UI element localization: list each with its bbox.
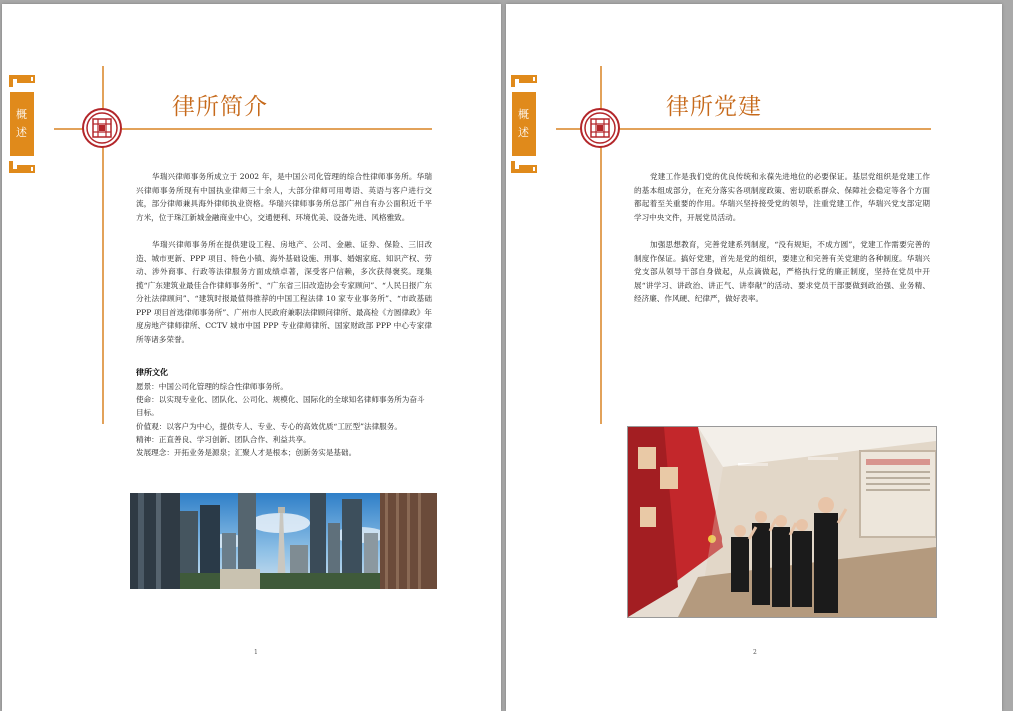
page-title: 律所简介 xyxy=(172,94,268,120)
section-tab xyxy=(512,92,536,156)
culture-philosophy: 发展理念：开拓业务是源泉；汇聚人才是根本；创新务实是基础。 xyxy=(136,448,357,458)
section-tab-char-2: 述 xyxy=(16,126,28,139)
chinese-lattice-medallion-icon xyxy=(82,108,122,148)
page-title: 律所党建 xyxy=(666,94,762,120)
culture-mission: 使命：以实现专业化、团队化、公司化、规模化、国际化的全球知名律师事务所为奋斗目标。 xyxy=(136,395,425,418)
culture-heading: 律所文化 xyxy=(136,367,168,377)
section-tab-char-2: 述 xyxy=(518,126,530,139)
page-1 xyxy=(2,4,501,711)
fret-bracket-icon xyxy=(8,160,36,174)
section-tab xyxy=(10,92,34,156)
culture-spirit: 精神：正直善良、学习创新、团队合作、利益共享。 xyxy=(136,434,311,444)
intro-paragraph: 华瑞兴律师事务所成立于 2002 年，是中国公司化管理的综合性律师事务所。华瑞兴律师事务所现有中国执业律师三十余人，大部分律师可用粤语、英语与客户进行交流，部分律师兼具海外律师执业资格。华瑞兴律师事务所总部广州自有办公面积近千平方米，位于珠江新城金融商业中心，交通便利、环境优美、设备先进、风格雅致。 xyxy=(136,172,432,222)
culture-values: 价值观：以客户为中心，提供专人、专业、专心的高效优质“工匠型”法律服务。 xyxy=(136,421,402,431)
party-building-paragraph: 党建工作是我们党的优良传统和永葆先进地位的必要保证。基层党组织是党建工作的基本组成部分，在充分落实各项制度政策、密切联系群众、保障社会稳定等各个方面都起着至关重要的作用。华瑞兴坚持接受党的领导，注重党建工作，华瑞兴党支部定期学习中央文件，开展党员活动。 xyxy=(634,172,930,222)
fret-bracket-icon xyxy=(510,74,538,88)
page-number: 2 xyxy=(753,649,757,656)
city-skyline-photo xyxy=(130,493,437,589)
services-paragraph: 华瑞兴律师事务所在提供建设工程、房地产、公司、金融、证券、保险、三旧改造、城市更新、PPP 项目、特色小镇、海外基础设施、刑事、婚姻家庭、知识产权、劳动、涉外商事、行政等法律服务方面成绩卓著，深受客户信赖，多次获得褒奖。现集揽“广东建筑业最佳合作律师事务所”、“广东省三旧改造协会专家顾问”、“人民日报广东分社法律顾问”、“建筑时报最值得推荐的中国工程法律 10 家专业事务所”、“市政基础 PPP 项目首选律师事务所”、广州市人民政府兼职法律顾问律所、最高检《方圆律政》年度房地产律师律所、CCTV 城市中国 PPP 专业律师律所、国家财政部 PPP 中心专家律所等诸多荣誉。 xyxy=(136,240,432,344)
page-number: 1 xyxy=(254,649,258,656)
page-2 xyxy=(506,4,1002,711)
section-tab-char-1: 概 xyxy=(518,108,530,121)
chinese-lattice-medallion-icon xyxy=(580,108,620,148)
party-members-photo xyxy=(627,426,937,618)
culture-list xyxy=(136,380,432,459)
fret-bracket-icon xyxy=(8,74,36,88)
fret-bracket-icon xyxy=(510,160,538,174)
party-rules-paragraph: 加强思想教育，完善党建系列制度，“没有规矩，不成方圆”，党建工作需要完善的制度作保证。搞好党建，首先是党的组织，要建立和完善有关党建的各种制度。华瑞兴党支部从领导干部自身做起，从点滴做起，严格执行党的廉正制度，坚持在党员中开展“讲学习、讲政治、讲正气、讲奉献”的活动、要求党员干部要做到政治强、业务精、经济廉、作风硬、纪律严，做好表率。 xyxy=(634,240,930,303)
culture-vision: 愿景：中国公司化管理的综合性律师事务所。 xyxy=(136,382,288,391)
section-tab-char-1: 概 xyxy=(16,108,28,121)
